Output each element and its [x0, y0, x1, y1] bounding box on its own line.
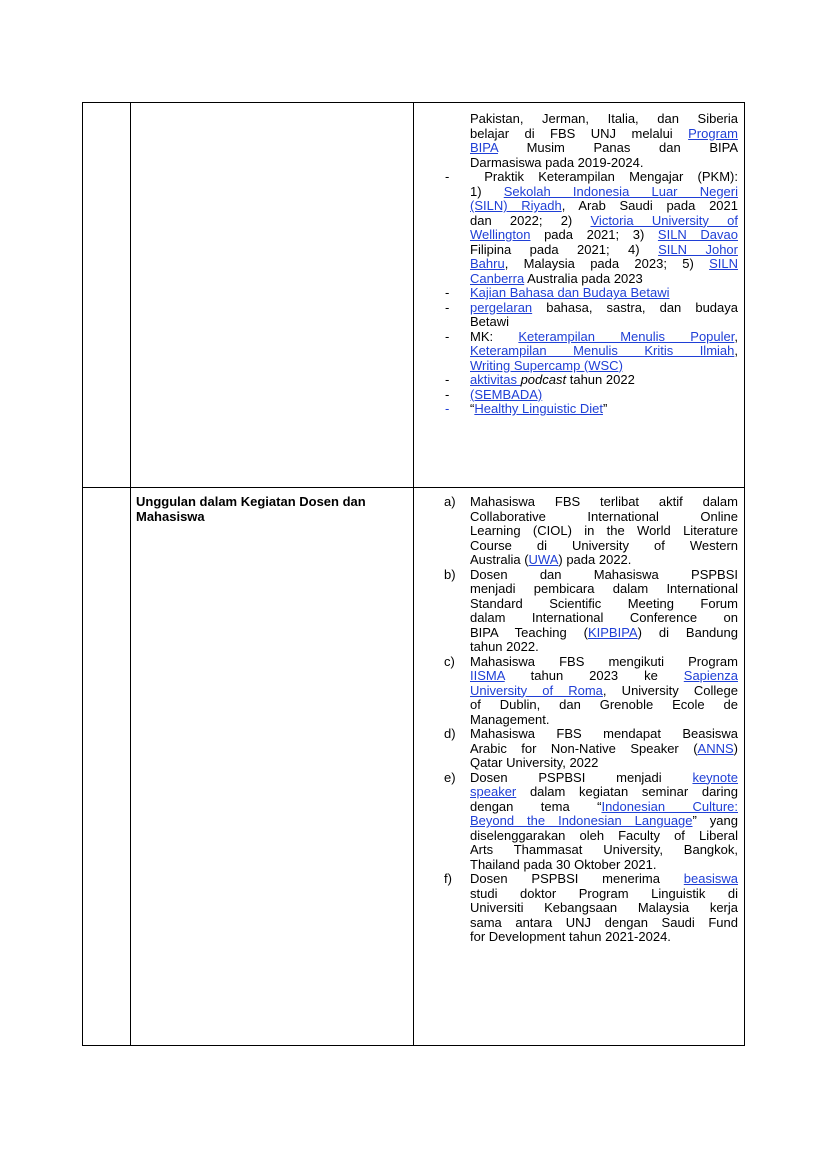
siln-johor-link[interactable]: SILN Johor: [658, 241, 738, 257]
siln-davao-link[interactable]: SILN Davao: [657, 227, 738, 242]
list-item-text: Dosen PSPBSI menerima beasiswa studi doktor Program Linguistik di Universiti Kebangsaan Malaysia kerja sama antara UNJ dengan Saudi Fund for Development tahun 2021-2024.: [470, 871, 738, 944]
podcast-link[interactable]: aktivitas: [470, 372, 521, 387]
row-heading: Unggulan dalam Kegiatan Dosen dan Mahasiswa: [136, 494, 366, 524]
list-marker: a): [444, 494, 456, 509]
column-divider: [130, 103, 131, 1045]
list-item: [420, 727, 738, 771]
list-item-text: Pakistan, Jerman, Italia, dan Siberia belajar di FBS UNJ melalui Program BIPA Musim Panas dan BIPA Darmasiswa pada 2019-2024.: [470, 111, 738, 170]
menulis-populer-link[interactable]: Keterampilan Menulis Populer: [518, 328, 735, 344]
keynote-speaker-link[interactable]: speaker: [470, 784, 517, 799]
list-item-text: aktivitas podcast tahun 2022: [470, 372, 635, 387]
content-table: [82, 102, 745, 1046]
siln-johor-link[interactable]: Bahru: [470, 256, 505, 271]
victoria-university-link[interactable]: Wellington: [470, 227, 531, 242]
iisma-link[interactable]: IISMA: [470, 668, 505, 683]
list-item: [420, 112, 738, 170]
list-item: [420, 301, 738, 330]
list-item: [420, 655, 738, 728]
list-item: [420, 568, 738, 655]
siln-riyadh-link[interactable]: (SILN) Riyadh: [470, 198, 562, 213]
kajian-betawi-link[interactable]: Kajian Bahasa dan Budaya Betawi: [470, 285, 670, 300]
siln-canberra-link[interactable]: SILN: [709, 256, 738, 271]
list-marker: c): [444, 653, 455, 669]
list-marker: f): [444, 871, 452, 886]
list-marker: -: [445, 401, 450, 416]
list-item-text: Dosen dan Mahasiswa PSPBSI menjadi pembicara dalam International Standard Scientific Meeting Forum dalam International Conference on BIPA Teaching (KIPBIPA) di Bandung tahun 2022.: [470, 566, 738, 654]
sapienza-link[interactable]: Sapienza: [683, 668, 738, 683]
list-item: [420, 330, 738, 374]
list-marker: e): [444, 769, 456, 785]
list-item: [420, 170, 738, 286]
program-bipa-link[interactable]: Program: [688, 125, 738, 141]
list-item-text: [470, 286, 738, 301]
list-item-text: pergelaran bahasa, sastra, dan budaya Betawi: [470, 299, 738, 329]
list-item-text: Dosen PSPBSI menjadi keynote speaker dalam kegiatan seminar daring dengan tema “Indonesian Culture: Beyond the Indonesian Language” yang diselenggarakan oleh Faculty of Liberal Arts Thammasat University, Bangkok, Thailand pada 30 Oktober 2021.: [470, 769, 738, 872]
pergelaran-link[interactable]: pergelaran: [470, 299, 533, 315]
anns-link[interactable]: ANNS: [697, 740, 734, 756]
beasiswa-link[interactable]: beasiswa: [683, 871, 738, 886]
list-item: [420, 771, 738, 873]
kipbipa-link[interactable]: KIPBIPA: [587, 624, 638, 640]
list-item-text: Mahasiswa FBS mendapat Beasiswa Arabic for Non-Native Speaker (ANNS) Qatar University, 2022: [470, 726, 738, 770]
siln-riyadh-link[interactable]: Sekolah Indonesia Luar Negeri: [503, 183, 738, 199]
list-item-text: Mahasiswa FBS mengikuti Program IISMA tahun 2023 ke Sapienza University of Roma, University College of Dublin, dan Grenoble Ecole de Management.: [470, 653, 738, 727]
row-divider: [83, 487, 744, 488]
list-item: [420, 388, 738, 403]
list-item-text: Praktik Keterampilan Mengajar (PKM): 1) Sekolah Indonesia Luar Negeri (SILN) Riyadh, Arab Saudi pada 2021 dan 2022; 2) Victoria University of Wellington pada 2021; 3) SILN Davao Filipina pada 2021; 4) SILN Johor Bahru, Malaysia pada 2023; 5) SILN Canberra Australia pada 2023: [470, 169, 738, 286]
sapienza-link[interactable]: University of Roma: [470, 682, 603, 698]
siln-canberra-link[interactable]: Canberra: [470, 270, 525, 286]
list-item: [420, 286, 738, 301]
list-item: [420, 402, 738, 417]
sembada-link[interactable]: (SEMBADA): [470, 386, 543, 402]
list-item: [420, 872, 738, 945]
program-bipa-link[interactable]: BIPA: [470, 140, 498, 155]
list-marker: -: [445, 386, 450, 402]
list-item: [420, 373, 738, 388]
indonesian-culture-link[interactable]: Indonesian Culture:: [601, 798, 738, 814]
list-item-text: MK: Keterampilan Menulis Populer, Keterampilan Menulis Kritis Ilmiah, Writing Supercamp (WSC): [470, 328, 738, 373]
writing-supercamp-link[interactable]: Writing Supercamp (WSC): [470, 357, 623, 373]
list-marker: -: [445, 285, 450, 300]
list-marker: -: [445, 299, 450, 315]
healthy-linguistic-diet-link[interactable]: Healthy Linguistic Diet: [474, 401, 603, 416]
column-divider: [413, 103, 414, 1045]
activities-list-cell: [420, 112, 738, 417]
list-item-text: [470, 388, 738, 403]
highlights-list-cell: [420, 495, 738, 945]
list-marker: -: [445, 169, 450, 184]
keynote-speaker-link[interactable]: keynote: [692, 769, 738, 785]
list-item-text: Mahasiswa FBS terlibat aktif dalam Collaborative International Online Learning (CIOL) in the World Literature Course di University of Western Australia (UWA) pada 2022.: [470, 494, 738, 567]
menulis-kritis-link[interactable]: Keterampilan Menulis Kritis Ilmiah: [470, 343, 735, 358]
victoria-university-link[interactable]: Victoria University of: [590, 212, 738, 228]
list-item: [420, 495, 738, 568]
list-item-text: “Healthy Linguistic Diet”: [470, 401, 608, 416]
list-marker: -: [445, 328, 450, 344]
list-marker: d): [444, 726, 456, 741]
uwa-link[interactable]: UWA: [528, 552, 559, 567]
indonesian-culture-link[interactable]: Beyond the Indonesian Language: [470, 813, 693, 828]
list-marker: b): [444, 566, 456, 582]
list-marker: -: [445, 372, 450, 387]
